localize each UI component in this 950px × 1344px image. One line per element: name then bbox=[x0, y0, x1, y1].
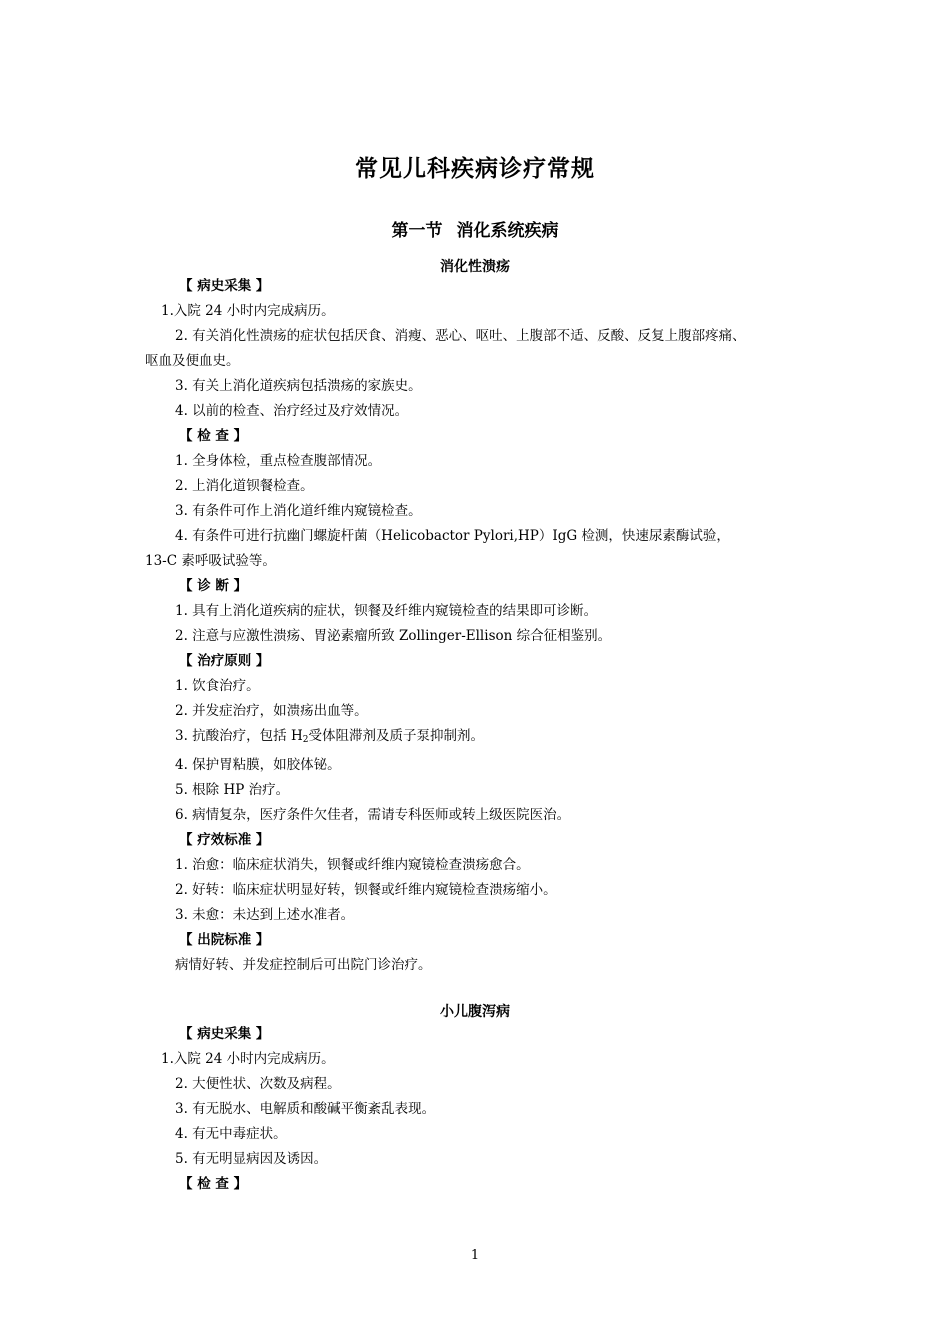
list-item-continuation: 呕血及便血史。 bbox=[145, 353, 240, 369]
heading-exam: 【 检 查 】 bbox=[179, 428, 248, 444]
list-item: 1. 全身体检，重点检查腹部情况。 bbox=[175, 453, 382, 469]
list-item: 1. 饮食治疗。 bbox=[175, 678, 260, 694]
list-item: 2. 好转：临床症状明显好转，钡餐或纤维内窥镜检查溃疡缩小。 bbox=[175, 882, 557, 898]
list-item: 2. 大便性状、次数及病程。 bbox=[175, 1076, 341, 1092]
list-item: 4. 有条件可进行抗幽门螺旋杆菌（Helicobactor Pylori,HP）IgG 检测，快速尿素酶试验， bbox=[175, 528, 730, 544]
heading-history: 【 病史采集 】 bbox=[179, 278, 270, 294]
disease-title-peptic-ulcer: 消化性溃疡 bbox=[440, 259, 510, 275]
list-item: 2. 注意与应激性溃疡、胃泌素瘤所致 Zollinger-Ellison 综合征相鉴别。 bbox=[175, 628, 612, 644]
page-number: 1 bbox=[470, 1248, 480, 1263]
heading-diagnosis: 【 诊 断 】 bbox=[179, 578, 248, 594]
heading-discharge: 【 出院标准 】 bbox=[179, 932, 270, 948]
list-item: 2. 并发症治疗，如溃疡出血等。 bbox=[175, 703, 368, 719]
text-part: 受体阻滞剂及质子泵抑制剂。 bbox=[308, 728, 484, 744]
list-item: 5. 有无明显病因及诱因。 bbox=[175, 1151, 328, 1167]
list-item: 1. 具有上消化道疾病的症状，钡餐及纤维内窥镜检查的结果即可诊断。 bbox=[175, 603, 598, 619]
heading-exam: 【 检 查 】 bbox=[179, 1176, 248, 1192]
peptic-ulcer-content bbox=[145, 274, 825, 978]
list-item-continuation: 13-C 素呼吸试验等。 bbox=[145, 553, 276, 569]
heading-treatment: 【 治疗原则 】 bbox=[179, 653, 270, 669]
list-item: 3. 未愈：未达到上述水准者。 bbox=[175, 907, 355, 923]
list-item: 1.入院 24 小时内完成病历。 bbox=[161, 303, 335, 319]
heading-history: 【 病史采集 】 bbox=[179, 1026, 270, 1042]
text-part: 3. 抗酸治疗，包括 H bbox=[175, 728, 303, 744]
list-item: 5. 根除 HP 治疗。 bbox=[175, 782, 290, 798]
list-item: 3. 有关上消化道疾病包括溃疡的家族史。 bbox=[175, 378, 422, 394]
list-item: 2. 上消化道钡餐检查。 bbox=[175, 478, 314, 494]
list-item: 4. 有无中毒症状。 bbox=[175, 1126, 287, 1142]
list-item: 4. 保护胃粘膜，如胶体铋。 bbox=[175, 757, 341, 773]
discharge-text: 病情好转、并发症控制后可出院门诊治疗。 bbox=[175, 957, 432, 973]
disease-title-diarrhea: 小儿腹泻病 bbox=[440, 1004, 510, 1020]
list-item: 4. 以前的检查、治疗经过及疗效情况。 bbox=[175, 403, 409, 419]
list-item: 2. 有关消化性溃疡的症状包括厌食、消瘦、恶心、呕吐、上腹部不适、反酸、反复上腹部疼痛、 bbox=[175, 328, 746, 344]
document-title: 常见儿科疾病诊疗常规 bbox=[355, 156, 595, 182]
list-item: 1. 治愈：临床症状消失，钡餐或纤维内窥镜检查溃疡愈合。 bbox=[175, 857, 530, 873]
section-name: 消化系统疾病 bbox=[456, 221, 559, 241]
heading-efficacy: 【 疗效标准 】 bbox=[179, 832, 270, 848]
diarrhea-content bbox=[145, 1022, 825, 1197]
subscript: 2 bbox=[302, 735, 309, 745]
list-item bbox=[145, 724, 825, 753]
list-item: 3. 有无脱水、电解质和酸碱平衡紊乱表现。 bbox=[175, 1101, 436, 1117]
section-number: 第一节 bbox=[391, 221, 443, 241]
list-item: 6. 病情复杂，医疗条件欠佳者，需请专科医师或转上级医院医治。 bbox=[175, 807, 571, 823]
section-title bbox=[0, 216, 950, 241]
list-item: 3. 有条件可作上消化道纤维内窥镜检查。 bbox=[175, 503, 422, 519]
list-item: 1.入院 24 小时内完成病历。 bbox=[161, 1051, 335, 1067]
